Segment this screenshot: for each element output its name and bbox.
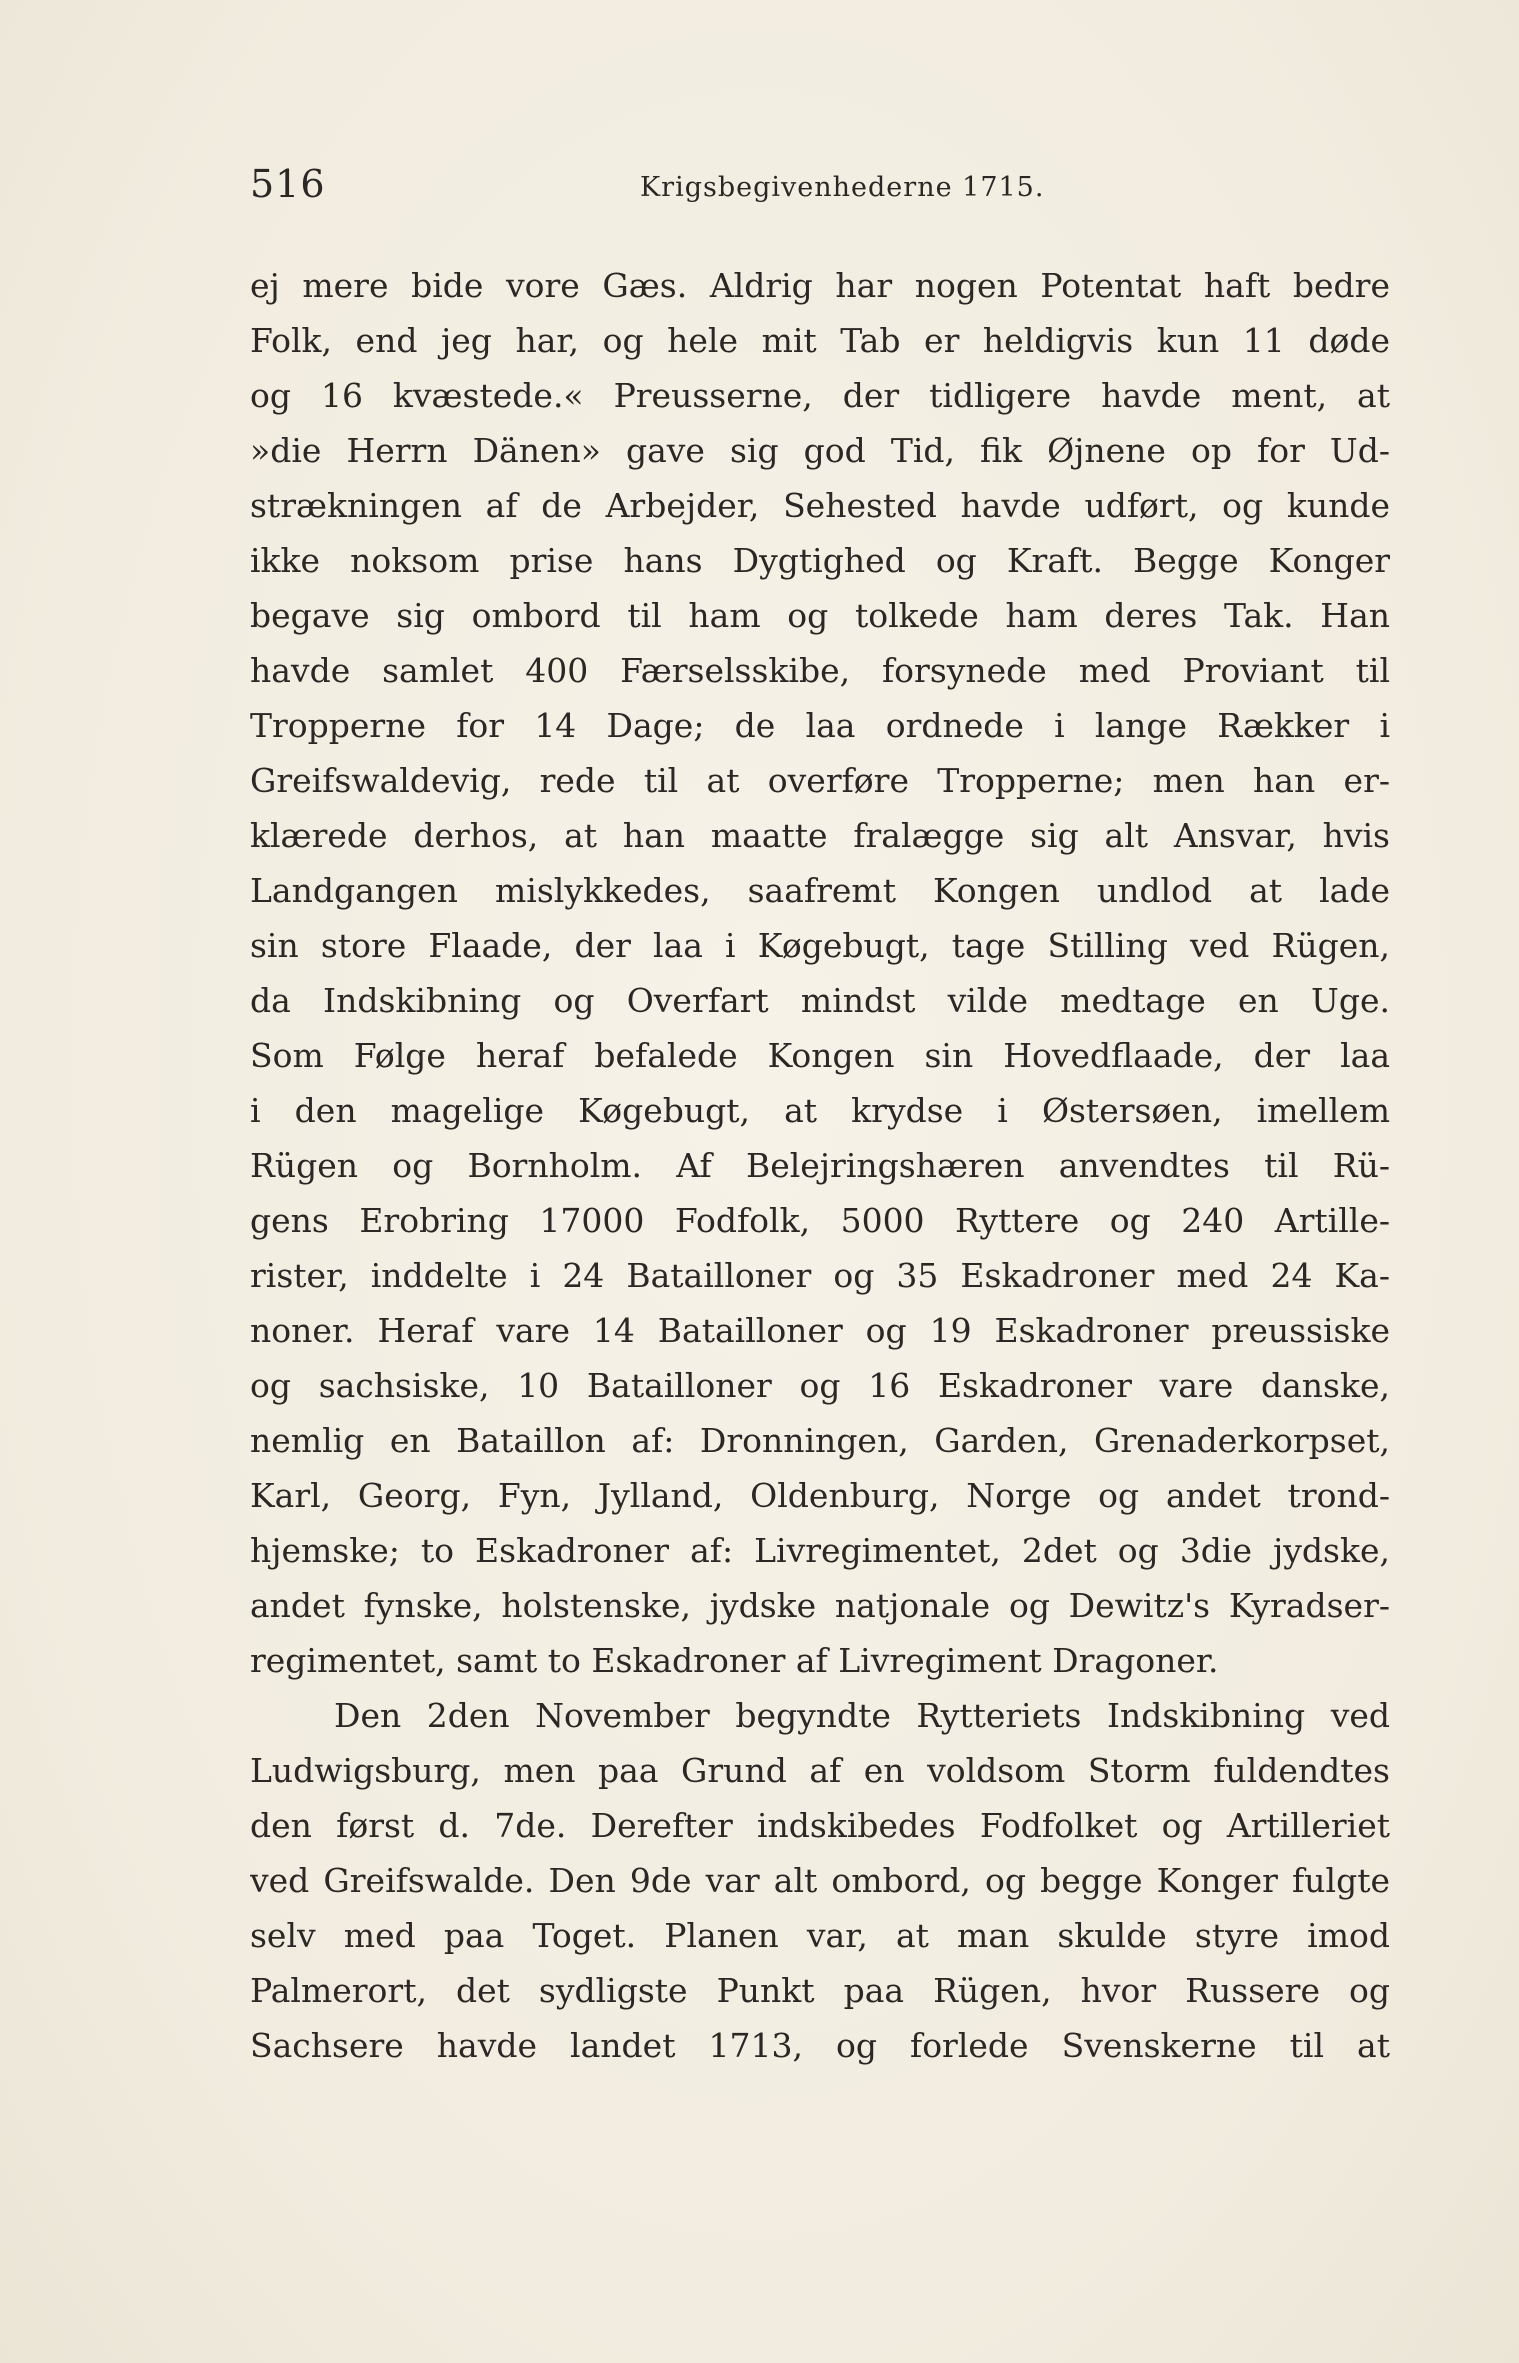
text-line: andet fynske, holstenske, jydske natjonale og Dewitz's Kyradser- xyxy=(250,1586,1390,1625)
text-line: og 16 kvæstede.« Preusserne, der tidligere havde ment, at xyxy=(250,376,1390,415)
text-line: ikke noksom prise hans Dygtighed og Kraft. Begge Konger xyxy=(250,541,1390,580)
text-line: den først d. 7de. Derefter indskibedes Fodfolket og Artilleriet xyxy=(250,1806,1390,1845)
text-line: Rügen og Bornholm. Af Belejringshæren anvendtes til Rü- xyxy=(250,1146,1390,1185)
text-line: klærede derhos, at han maatte fralægge sig alt Ansvar, hvis xyxy=(250,816,1390,855)
text-line: nemlig en Bataillon af: Dronningen, Garden, Grenaderkorpset, xyxy=(250,1421,1390,1460)
text-line: sin store Flaade, der laa i Køgebugt, tage Stilling ved Rügen, xyxy=(250,926,1390,965)
text-line: rister, inddelte i 24 Batailloner og 35 Eskadroner med 24 Ka- xyxy=(250,1256,1390,1295)
text-line: »die Herrn Dänen» gave sig god Tid, fik Øjnene op for Ud- xyxy=(250,431,1390,470)
text-line: gens Erobring 17000 Fodfolk, 5000 Ryttere og 240 Artille- xyxy=(250,1201,1390,1240)
text-line: Landgangen mislykkedes, saafremt Kongen undlod at lade xyxy=(250,871,1390,910)
text-line: havde samlet 400 Færselsskibe, forsynede med Proviant til xyxy=(250,651,1390,690)
text-line: Som Følge heraf befalede Kongen sin Hovedflaade, der laa xyxy=(250,1036,1390,1075)
text-line-paragraph-end: regimentet, samt to Eskadroner af Livregiment Dragoner. xyxy=(250,1641,1219,1680)
text-line: Ludwigsburg, men paa Grund af en voldsom Storm fuldendtes xyxy=(250,1751,1390,1790)
text-line: strækningen af de Arbejder, Sehested havde udført, og kunde xyxy=(250,486,1390,525)
text-line: begave sig ombord til ham og tolkede ham deres Tak. Han xyxy=(250,596,1390,635)
text-line: Folk, end jeg har, og hele mit Tab er heldigvis kun 11 døde xyxy=(250,321,1390,360)
text-line: noner. Heraf vare 14 Batailloner og 19 Eskadroner preussiske xyxy=(250,1311,1390,1350)
text-line: selv med paa Toget. Planen var, at man skulde styre imod xyxy=(250,1916,1390,1955)
text-line: ej mere bide vore Gæs. Aldrig har nogen Potentat haft bedre xyxy=(250,266,1390,305)
text-line: Sachsere havde landet 1713, og forlede Svenskerne til at xyxy=(250,2026,1390,2065)
text-line: Tropperne for 14 Dage; de laa ordnede i lange Rækker i xyxy=(250,706,1390,745)
page-header xyxy=(250,162,1390,212)
text-line: og sachsiske, 10 Batailloner og 16 Eskadroner vare danske, xyxy=(250,1366,1390,1405)
body-text xyxy=(250,258,1390,2073)
page-number: 516 xyxy=(250,162,326,206)
running-title: Krigsbegivenhederne 1715. xyxy=(640,172,1045,203)
text-line: hjemske; to Eskadroner af: Livregimentet, 2det og 3die jydske, xyxy=(250,1531,1390,1570)
text-line: Karl, Georg, Fyn, Jylland, Oldenburg, Norge og andet trond- xyxy=(250,1476,1390,1515)
text-line: i den magelige Køgebugt, at krydse i Østersøen, imellem xyxy=(250,1091,1390,1130)
text-line-paragraph-start: Den 2den November begyndte Rytteriets Indskibning ved xyxy=(334,1696,1390,1735)
text-line: da Indskibning og Overfart mindst vilde medtage en Uge. xyxy=(250,981,1390,1020)
text-line: Palmerort, det sydligste Punkt paa Rügen, hvor Russere og xyxy=(250,1971,1390,2010)
text-line: ved Greifswalde. Den 9de var alt ombord, og begge Konger fulgte xyxy=(250,1861,1390,1900)
text-line: Greifswaldevig, rede til at overføre Tropperne; men han er- xyxy=(250,761,1390,800)
